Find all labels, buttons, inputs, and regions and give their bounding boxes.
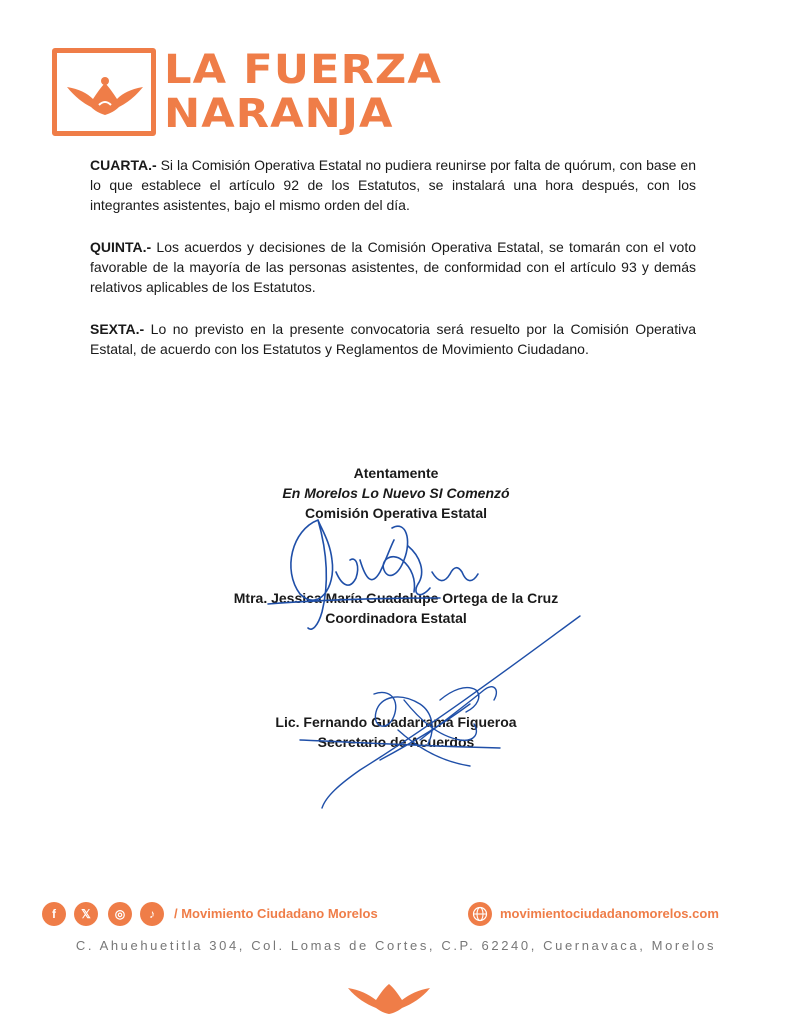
logo-line-2: NARANJA <box>164 91 394 137</box>
clause-cuarta <box>90 155 696 215</box>
clause-heading: QUINTA.- <box>90 239 152 255</box>
tiktok-icon[interactable]: ♪ <box>140 902 164 926</box>
signatory-name: Mtra. Jessica María Guadalupe Ortega de la Cruz <box>233 590 559 606</box>
eagle-icon <box>57 53 151 131</box>
clause-text: Si la Comisión Operativa Estatal no pudiera reunirse por falta de quórum, con base en lo que establece el artículo 92 de los Estatutos, se instalará una hora después, con los integrantes asistentes, bajo el mismo orden del día. <box>90 157 696 213</box>
signatory-2 <box>0 712 792 752</box>
facebook-icon[interactable]: f <box>42 902 66 926</box>
logo-line-1: LA FUERZA <box>164 47 442 93</box>
logo-frame <box>52 48 156 136</box>
signatory-role: Coordinadora Estatal <box>325 610 467 626</box>
closing-motto: En Morelos Lo Nuevo SI Comenzó <box>282 485 510 501</box>
instagram-icon[interactable]: ◎ <box>108 902 132 926</box>
eagle-icon <box>346 980 432 1014</box>
signatory-name: Lic. Fernando Guadarrama Figueroa <box>275 714 517 730</box>
closing-body: Comisión Operativa Estatal <box>304 505 488 521</box>
website-link[interactable]: movimientociudadanomorelos.com <box>500 906 719 921</box>
social-handle: / Movimiento Ciudadano Morelos <box>174 906 378 921</box>
signatory-role: Secretario de Acuerdos <box>317 734 475 750</box>
clause-heading: SEXTA.- <box>90 321 145 337</box>
closing-salutation: Atentamente <box>353 465 439 481</box>
x-icon[interactable]: 𝕏 <box>74 902 98 926</box>
clause-quinta <box>90 237 696 297</box>
closing-block <box>0 463 792 523</box>
clause-sexta <box>90 319 696 359</box>
signatory-1 <box>0 588 792 628</box>
clause-heading: CUARTA.- <box>90 157 157 173</box>
globe-icon <box>468 902 492 926</box>
postal-address: C. Ahuehuetitla 304, Col. Lomas de Cortes, C.P. 62240, Cuernavaca, Morelos <box>75 938 717 953</box>
footer-contact-row <box>40 900 740 928</box>
clause-text: Los acuerdos y decisiones de la Comisión Operativa Estatal, se tomarán con el voto favorable de la mayoría de las personas asistentes, de conformidad con el artículo 93 y demás relativos aplicables de los Estatutos. <box>90 239 696 295</box>
logo-wordmark <box>164 48 442 136</box>
clause-text: Lo no previsto en la presente convocatoria será resuelto por la Comisión Operativa Estatal, de acuerdo con los Estatutos y Reglamentos de Movimiento Ciudadano. <box>90 321 696 357</box>
brand-logo <box>52 47 442 144</box>
